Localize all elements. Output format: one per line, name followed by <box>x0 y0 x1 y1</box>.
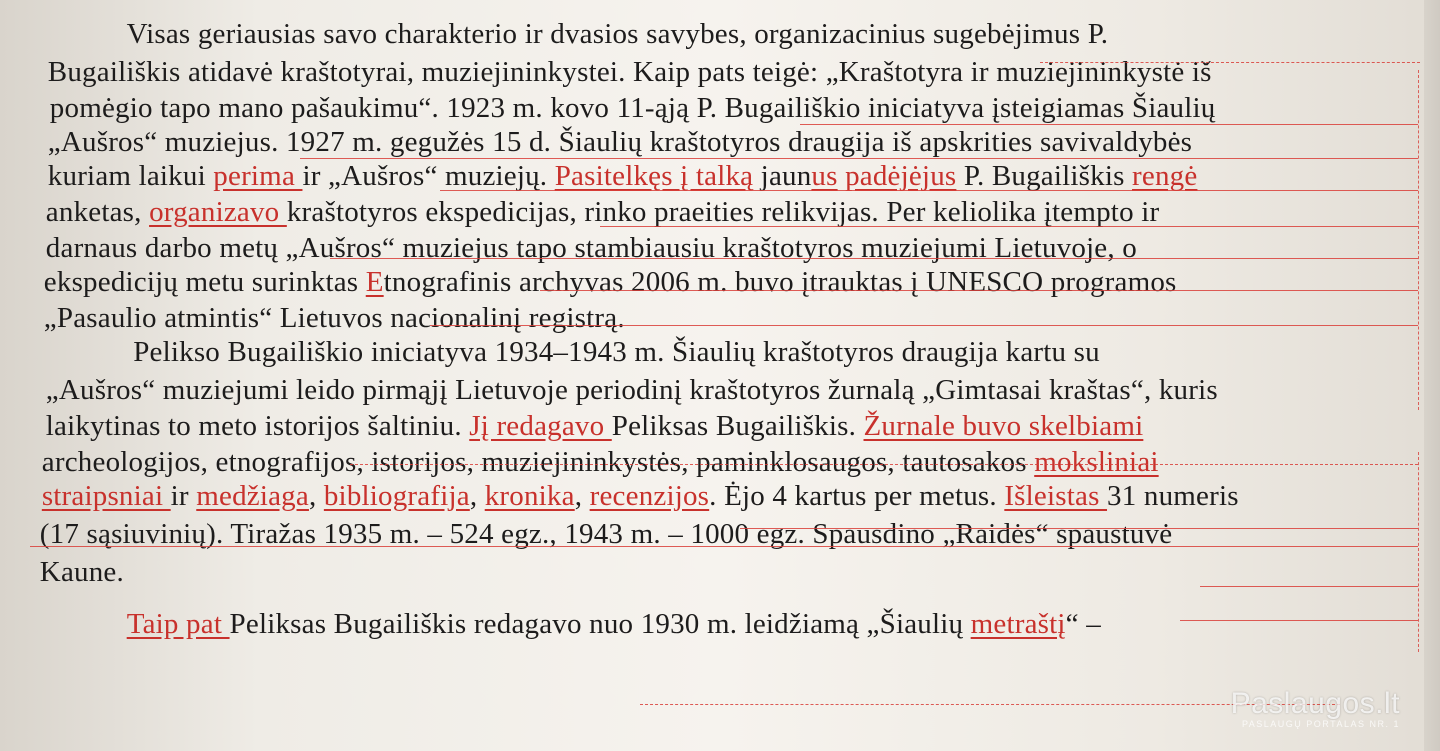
tracked-change-text: recenzijos <box>589 480 710 512</box>
text-segment <box>838 160 845 192</box>
text-segment: , <box>574 480 590 512</box>
text-segment: ir „Aušros“ muziejų. <box>302 160 555 192</box>
revision-guide <box>740 528 1418 529</box>
text-segment: „Pasaulio atmintis“ Lietuvos nacionalinį registrą. <box>14 302 625 334</box>
tracked-change-text: medžiaga <box>196 480 309 512</box>
text-segment: jaun <box>753 160 812 192</box>
tracked-change-text: kronika <box>484 480 575 512</box>
revision-guide <box>1180 620 1418 621</box>
text-line <box>18 52 1440 92</box>
tracked-change-text: straipsniai <box>41 480 171 512</box>
text-segment: archeologijos, etnografijos, istorijos, muziejininkystės, paminklosaugos, tautosakos <box>12 446 1035 478</box>
text-line <box>14 262 1440 302</box>
revision-guide <box>30 546 1418 547</box>
revision-guide <box>600 226 1418 227</box>
text-segment: ekspedicijų metu surinktas <box>14 266 366 298</box>
text-line <box>12 476 1440 516</box>
revision-guide <box>1200 586 1418 587</box>
text-segment <box>8 608 127 640</box>
tracked-change-text: perima <box>213 160 303 192</box>
revision-guide <box>440 190 1418 191</box>
page-edge <box>1424 0 1440 751</box>
text-segment: Peliksas Bugailiškis. <box>611 410 864 442</box>
text-segment: Bugailiškis atidavė kraštotyrai, muziejininkystei. Kaip pats teigė: „Kraštotyra ir muziejininkystė iš <box>18 56 1212 88</box>
text-line <box>8 14 1440 54</box>
tracked-change-text: Jį redagavo <box>469 410 612 442</box>
text-segment: tnografinis archyvas 2006 m. buvo įtrauktas į UNESCO programos <box>383 266 1177 298</box>
text-line <box>8 604 1440 644</box>
tracked-change-text: bibliografija <box>323 480 470 512</box>
revision-guide <box>430 325 1418 326</box>
text-segment: pomėgio tapo mano pašaukimu“. 1923 m. kovo 11-ąją P. Bugailiškio iniciatyva įsteigiamas Šiaulių <box>20 92 1216 124</box>
text-segment: „Aušros“ muziejus. 1927 m. gegužės 15 d. Šiaulių kraštotyros draugija iš apskrities savivaldybės <box>18 126 1193 158</box>
revision-guide <box>350 464 1418 465</box>
watermark <box>1231 687 1400 729</box>
tracked-change-text: organizavo <box>149 196 287 228</box>
tracked-change-text: Taip pat <box>126 608 230 640</box>
text-segment: (17 sąsiuvinių). Tiražas 1935 m. – 524 egz., 1943 m. – 1000 egz. Spausdino „Raidės“ spaustuvė <box>10 518 1173 550</box>
tracked-change-text: rengė <box>1132 160 1198 192</box>
tracked-change-text: metraštį <box>970 608 1066 640</box>
text-segment: „Aušros“ muziejumi leido pirmąjį Lietuvoje periodinį kraštotyros žurnalą „Gimtasai kraštas“, kuris <box>16 374 1218 406</box>
text-segment: 31 numeris <box>1107 480 1239 512</box>
text-segment: Kaune. <box>10 556 124 588</box>
tracked-change-text: us <box>811 160 838 192</box>
text-segment: Visas geriausias savo charakterio ir dvasios savybes, organizacinius sugebėjimus P. <box>8 18 1109 50</box>
text-segment: , <box>308 480 324 512</box>
text-segment: kuriam laikui <box>18 160 214 192</box>
revision-margin-bar <box>1418 452 1419 652</box>
text-segment: “ – <box>1065 608 1101 640</box>
revision-guide <box>330 258 1418 259</box>
watermark-tagline: PASLAUGŲ PORTALAS NR. 1 <box>1241 719 1400 729</box>
revision-guide <box>540 290 1418 291</box>
text-segment: Peliksas Bugailiškis redagavo nuo 1930 m. leidžiamą „Šiaulių <box>229 608 971 640</box>
tracked-change-text: Pasitelkęs į talką <box>554 160 754 192</box>
text-line <box>14 332 1440 372</box>
text-segment: laikytinas to meto istorijos šaltiniu. <box>16 410 470 442</box>
text-segment <box>12 480 42 512</box>
watermark-brand: Paslaugos.lt <box>1230 687 1400 720</box>
text-segment: ir <box>170 480 197 512</box>
revision-margin-bar <box>1418 70 1419 410</box>
text-segment: . Ėjo 4 kartus per metus. <box>709 480 1005 512</box>
revision-guide <box>300 158 1418 159</box>
tracked-change-text: Išleistas <box>1004 480 1108 512</box>
tracked-change-text: moksliniai <box>1034 446 1159 478</box>
text-segment: Pelikso Bugailiškio iniciatyva 1934–1943 m. Šiaulių kraštotyros draugija kartu su <box>14 336 1100 368</box>
tracked-change-text: Žurnale buvo skelbiami <box>863 410 1144 442</box>
text-segment: anketas, <box>16 196 150 228</box>
text-segment: darnaus darbo metų „Aušros“ muziejus tapo stambiausiu kraštotyros muziejumi Lietuvoje, o <box>16 232 1137 264</box>
tracked-change-text: padėjėjus <box>845 160 957 192</box>
text-segment: kraštotyros ekspedicijas, rinko praeities relikvijas. Per keliolika įtempto ir <box>286 196 1160 228</box>
text-line <box>16 406 1440 446</box>
text-segment: P. Bugailiškis <box>956 160 1133 192</box>
tracked-change-text: E <box>365 266 384 298</box>
text-segment: , <box>469 480 485 512</box>
revision-guide <box>800 124 1418 125</box>
text-line <box>10 514 1440 554</box>
revision-guide <box>1040 62 1420 63</box>
text-line <box>16 370 1440 410</box>
